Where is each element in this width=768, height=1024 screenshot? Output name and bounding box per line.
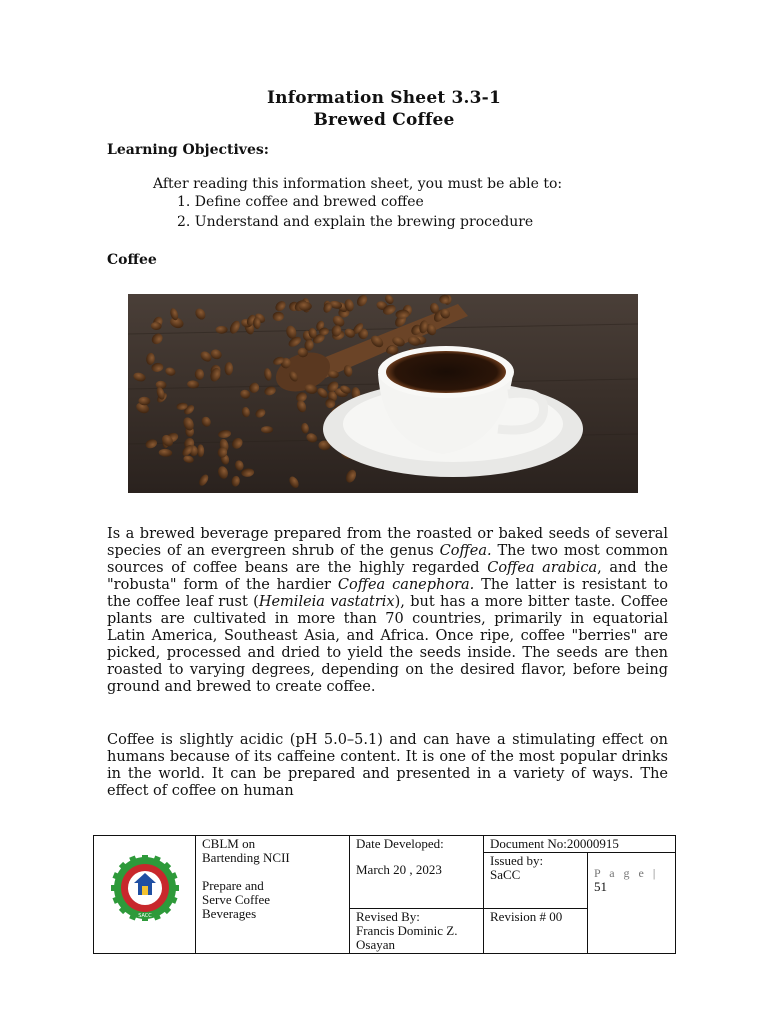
objective-item: 1. Define coffee and brewed coffee bbox=[177, 194, 424, 210]
paragraph-text: ), but has a more bitter taste. Coffee plants are cultivated in more than 70 countries, primarily in equatorial Latin America, Southeast Asia, and Africa. Once ripe, coffee "berries" are picked, processed and dried to yield the seeds inside. The seeds are then roasted to varying degrees, depending on the desired flavor, before being ground and brewed to create coffee. bbox=[107, 594, 669, 695]
school-seal-logo bbox=[104, 855, 186, 921]
objectives-intro: After reading this information sheet, you must be able to: bbox=[153, 176, 563, 192]
coffee-acidity-paragraph: Coffee is slightly acidic (pH 5.0–5.1) and can have a stimulating effect on humans because of its caffeine content. It is one of the most popular drinks in the world. It can be prepared and presented in a variety of ways. The effect of coffee on human bbox=[107, 732, 668, 799]
coffee-cup-and-beans-photo bbox=[128, 294, 638, 493]
cblm-label: CBLM on bbox=[202, 836, 256, 851]
page-cell bbox=[588, 853, 676, 954]
section-heading: Coffee bbox=[107, 252, 157, 268]
module-title: Prepare and bbox=[202, 878, 264, 893]
document-footer-table bbox=[93, 835, 676, 954]
module-title: Beverages bbox=[202, 906, 257, 921]
page-title: Information Sheet 3.3-1 bbox=[267, 88, 501, 108]
seal-cell bbox=[94, 836, 196, 954]
module-title: Serve Coffee bbox=[202, 892, 270, 907]
italic-term: Coffea. bbox=[439, 543, 492, 559]
revised-name: Francis Dominic Z. bbox=[356, 923, 458, 938]
date-value: March 20 , 2023 bbox=[356, 862, 442, 877]
revised-label: Revised By: bbox=[356, 909, 420, 924]
cblm-cell bbox=[196, 836, 350, 954]
revision-number: Revision # 00 bbox=[484, 909, 588, 954]
revised-name: Osayan bbox=[356, 937, 395, 952]
document-number: Document No:20000915 bbox=[484, 836, 676, 853]
objective-item: 2. Understand and explain the brewing procedure bbox=[177, 214, 534, 230]
paragraph-text: , and the "robusta" form of the hardier bbox=[107, 560, 668, 593]
date-cell bbox=[350, 836, 484, 909]
cblm-course: Bartending NCII bbox=[202, 850, 290, 865]
coffee-bean bbox=[261, 426, 273, 433]
svg-text:SACC: SACC bbox=[137, 913, 152, 919]
page-subtitle: Brewed Coffee bbox=[313, 110, 455, 130]
italic-term: Coffea arabica bbox=[487, 560, 598, 576]
date-label: Date Developed: bbox=[356, 836, 444, 851]
paragraph-text: The two most common sources of coffee beans are the highly regarded bbox=[107, 543, 668, 576]
coffee-bean bbox=[299, 302, 312, 311]
italic-term: Hemileia vastatrix bbox=[258, 594, 395, 610]
issued-label: Issued by: bbox=[490, 853, 544, 868]
page-label: P a g e | bbox=[594, 866, 659, 880]
paragraph-text: The latter is resistant to the coffee leaf rust ( bbox=[107, 577, 669, 610]
objectives-heading: Learning Objectives: bbox=[107, 142, 269, 158]
issued-cell bbox=[484, 853, 588, 909]
coffee-bean bbox=[216, 326, 228, 334]
coffee-definition-paragraph bbox=[107, 526, 668, 696]
issued-value: SaCC bbox=[490, 867, 521, 882]
revised-cell bbox=[350, 909, 484, 954]
italic-term: Coffea canephora. bbox=[337, 577, 475, 593]
paragraph-text: Is a brewed beverage prepared from the roasted or baked seeds of several species of an evergreen shrub of the genus bbox=[107, 526, 668, 559]
page-number: 51 bbox=[594, 879, 607, 894]
